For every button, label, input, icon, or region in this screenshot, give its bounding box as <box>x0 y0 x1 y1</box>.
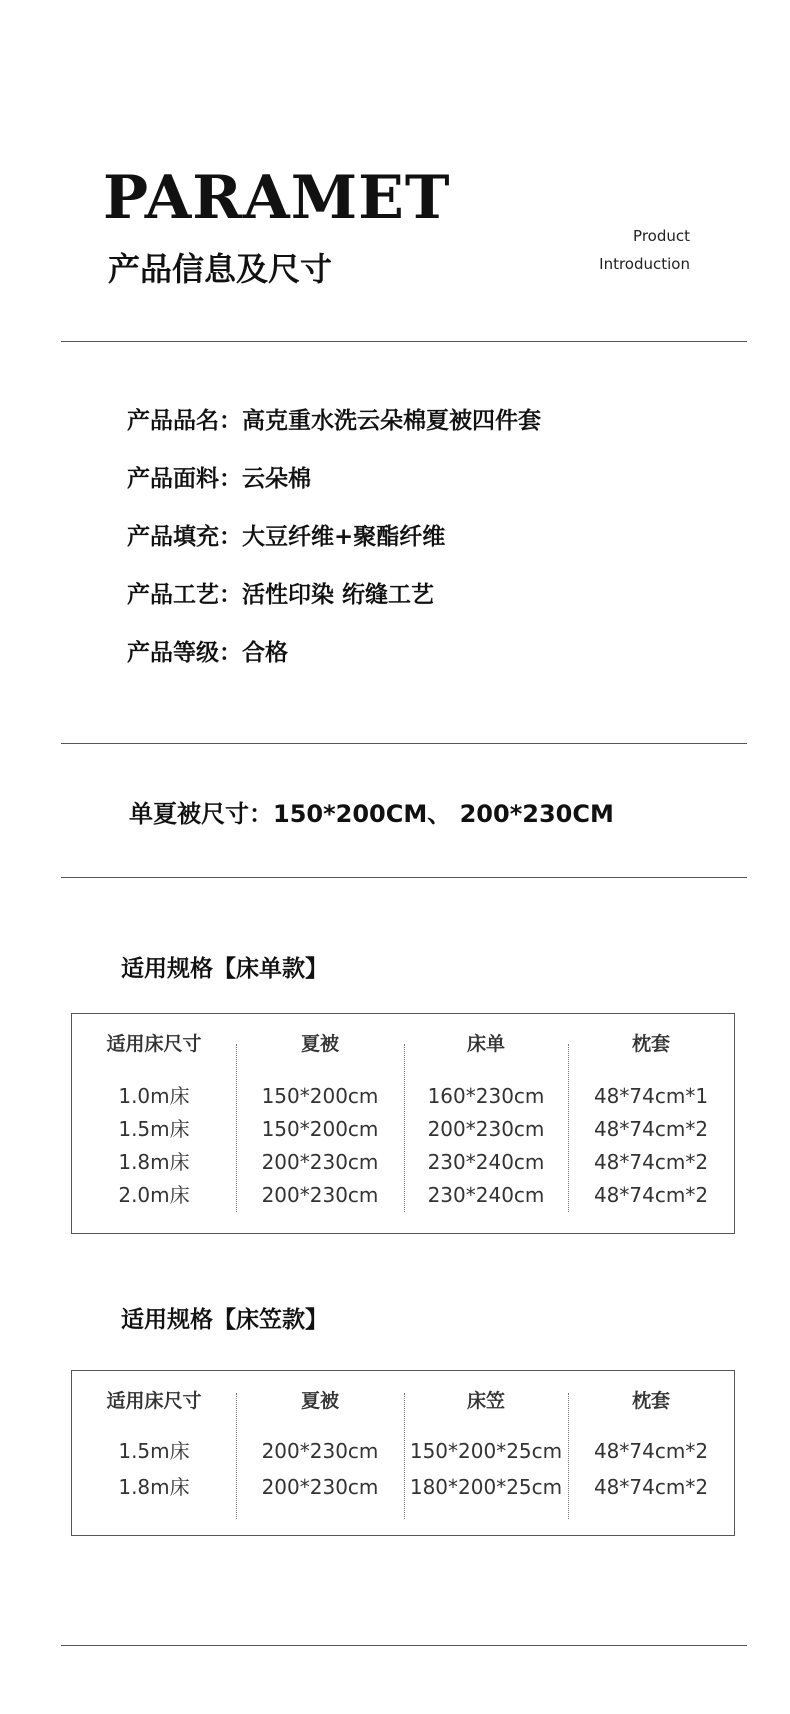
table-cell: 48*74cm*2 <box>593 1475 709 1499</box>
table-cell: 48*74cm*2 <box>593 1150 709 1174</box>
info-label: 产品面料： <box>127 466 242 492</box>
table-cell: 160*230cm <box>427 1084 545 1108</box>
table-cell: 48*74cm*2 <box>593 1439 709 1463</box>
divider <box>61 1645 747 1646</box>
column-header: 适用床尺寸 <box>106 1390 202 1412</box>
info-value: 高克重水洗云朵棉夏被四件套 <box>242 408 541 434</box>
column-header: 枕套 <box>631 1390 670 1412</box>
page-subtitle: 产品信息及尺寸 <box>108 250 333 288</box>
table-cell: 200*230cm <box>261 1475 379 1499</box>
table2-title: 适用规格【床笠款】 <box>121 1307 328 1333</box>
table-cell: 200*230cm <box>261 1183 379 1207</box>
spec-table-sheet <box>71 1013 735 1234</box>
intro-line-2: Introduction <box>599 255 690 273</box>
info-row-fabric <box>127 468 311 491</box>
table-cell: 48*74cm*2 <box>593 1183 709 1207</box>
page-title: PARAMET <box>103 163 451 233</box>
table-cell: 1.5m床 <box>118 1439 190 1463</box>
divider <box>61 743 747 744</box>
info-row-filling <box>127 526 445 549</box>
table-cell: 1.8m床 <box>118 1150 190 1174</box>
info-row-craft <box>127 584 434 607</box>
single-quilt-size: 单夏被尺寸：150*200CM、 200*230CM <box>129 800 614 828</box>
spec-table-fitted <box>71 1370 735 1536</box>
divider <box>61 341 747 342</box>
info-value: 大豆纤维+聚酯纤维 <box>242 524 446 550</box>
table1-title: 适用规格【床单款】 <box>121 956 328 982</box>
table-cell: 200*230cm <box>427 1117 545 1141</box>
table-cell: 150*200*25cm <box>409 1439 563 1463</box>
info-label: 产品品名： <box>127 408 242 434</box>
table-cell: 200*230cm <box>261 1150 379 1174</box>
column-header: 床单 <box>466 1033 505 1055</box>
info-label: 产品工艺： <box>127 582 242 608</box>
table-cell: 230*240cm <box>427 1183 545 1207</box>
table-cell: 2.0m床 <box>118 1183 190 1207</box>
info-row-grade <box>127 642 288 665</box>
info-value: 合格 <box>242 640 288 666</box>
table-cell: 230*240cm <box>427 1150 545 1174</box>
info-label: 产品填充： <box>127 524 242 550</box>
info-label: 产品等级： <box>127 640 242 666</box>
table-cell: 1.8m床 <box>118 1475 190 1499</box>
table-cell: 180*200*25cm <box>409 1475 563 1499</box>
table-cell: 48*74cm*2 <box>593 1117 709 1141</box>
column-header: 夏被 <box>300 1033 339 1055</box>
column-header: 夏被 <box>300 1390 339 1412</box>
table-cell: 1.5m床 <box>118 1117 190 1141</box>
divider <box>61 877 747 878</box>
column-header: 枕套 <box>631 1033 670 1055</box>
info-value: 活性印染 绗缝工艺 <box>242 582 435 608</box>
table-cell: 200*230cm <box>261 1439 379 1463</box>
column-header: 适用床尺寸 <box>106 1033 202 1055</box>
table-cell: 1.0m床 <box>118 1084 190 1108</box>
info-value: 云朵棉 <box>242 466 311 492</box>
column-header: 床笠 <box>466 1390 505 1412</box>
table-cell: 150*200cm <box>261 1117 379 1141</box>
table-cell: 48*74cm*1 <box>593 1084 709 1108</box>
table-cell: 150*200cm <box>261 1084 379 1108</box>
info-row-name <box>127 410 541 433</box>
intro-line-1: Product <box>633 227 690 245</box>
